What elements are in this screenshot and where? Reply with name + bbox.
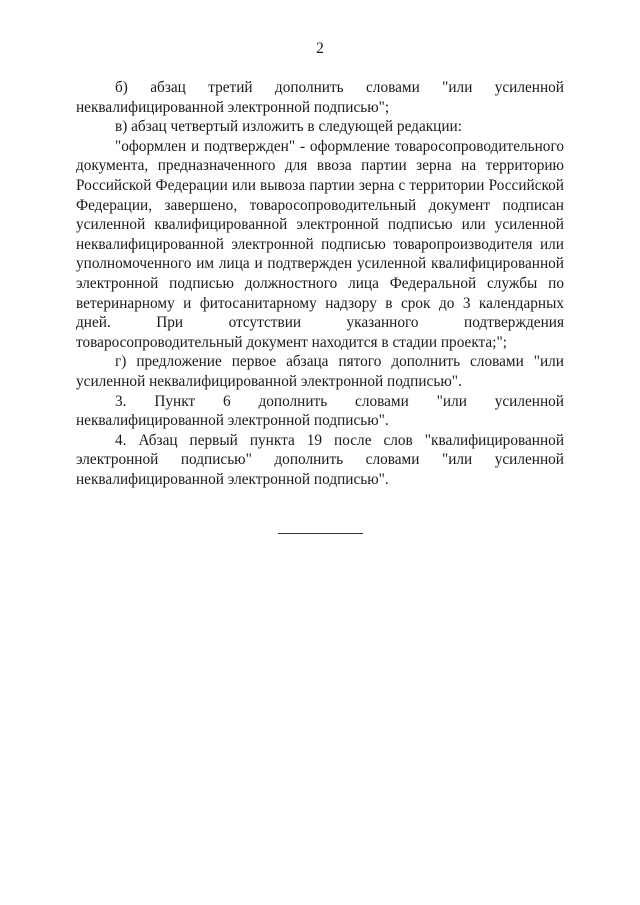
paragraph-definition-quote: "оформлен и подтвержден" - оформление товаросопроводительного документа, предназначенного для ввоза партии зерна на территорию Российской Федерации или вывоза партии зерна с территории Российской Федерации, завершено, товаросопроводительный документ подписан усиленной квалифицированной электронной подписью или усиленной неквалифицированной электронной подписью товаропроизводителя или уполномоченного им лица и подтвержден усиленной квалифицированной электронной подписью должностного лица Федеральной службы по ветеринарному и фитосанитарному надзору в срок до 3 календарных дней. При отсутствии указанного подтверждения товаросопроводительный документ находится в стадии проекта;"; — [76, 137, 564, 351]
paragraph-point-4: 4. Абзац первый пункта 19 после слов "квалифицированной электронной подписью" дополнить словами "или усиленной неквалифицированной электронной подписью". — [76, 431, 564, 488]
end-of-text-rule — [278, 533, 363, 534]
paragraph-point-3: 3. Пункт 6 дополнить словами "или усиленной неквалифицированной электронной подписью". — [76, 392, 564, 430]
document-body — [76, 78, 564, 489]
paragraph-item-b: б) абзац третий дополнить словами "или усиленной неквалифицированной электронной подписью"; — [76, 79, 564, 116]
paragraph-item-g: г) предложение первое абзаца пятого дополнить словами "или усиленной неквалифицированной электронной подписью". — [76, 353, 564, 390]
paragraph-item-v: в) абзац четвертый изложить в следующей редакции: — [115, 118, 462, 136]
page-number: 2 — [316, 40, 324, 57]
